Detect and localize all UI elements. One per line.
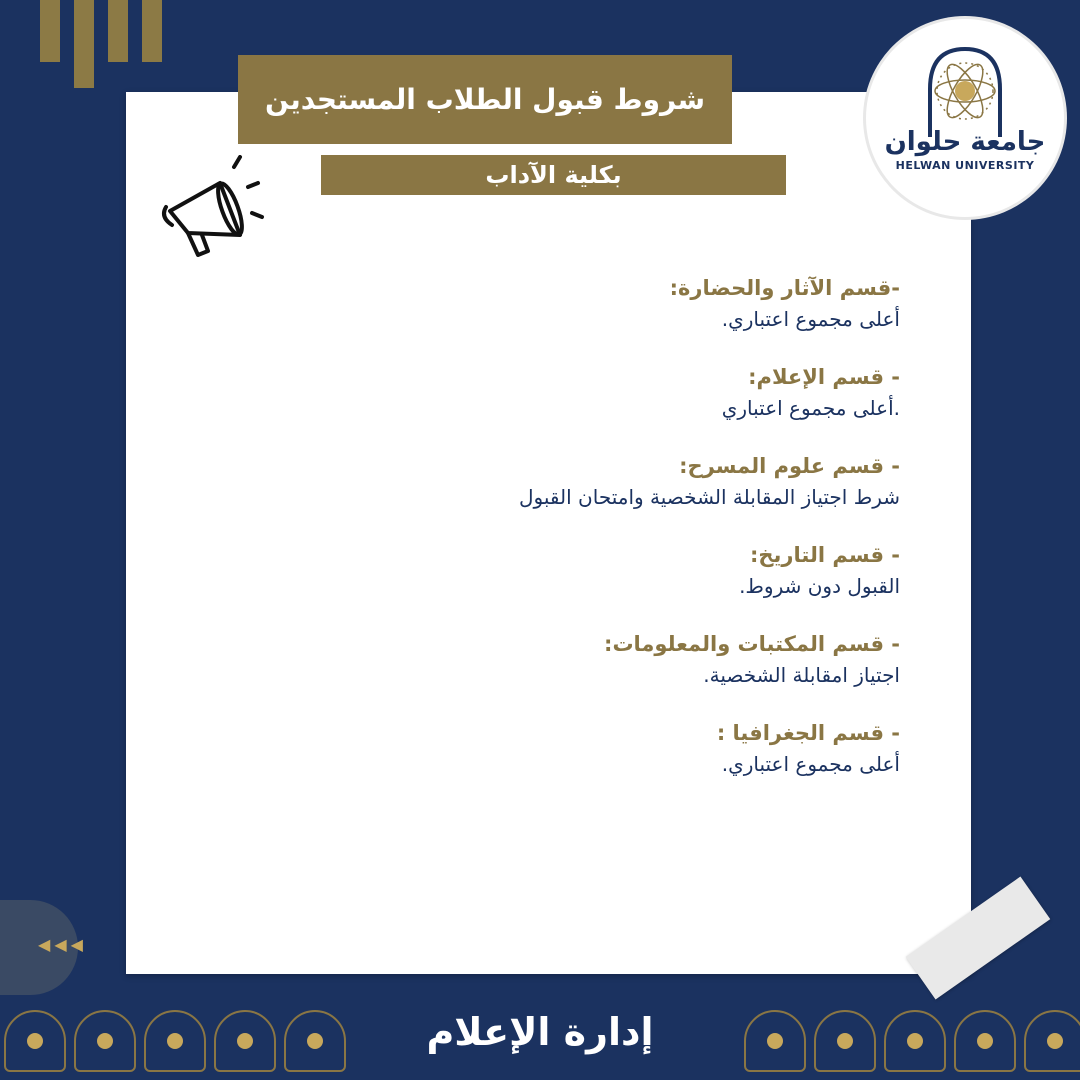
department-heading: - قسم الجغرافيا : (716, 721, 900, 745)
page-subtitle-text: بكلية الآداب (485, 161, 622, 189)
department-heading: - قسم المكتبات والمعلومات: (604, 632, 900, 656)
left-arrow-icon: ◀ (54, 935, 67, 954)
logo-arabic-name: جامعة حلوان (884, 127, 1046, 157)
atom-ornament-icon (144, 1010, 206, 1072)
left-arrow-icon: ◀ (38, 935, 51, 954)
atom-ornament-icon (1024, 1010, 1080, 1072)
ornament-row-right (744, 1010, 1080, 1072)
atom-ornament-icon (814, 1010, 876, 1072)
atom-emblem-icon (866, 19, 1064, 139)
footer-label: إدارة الإعلام (426, 1010, 654, 1054)
ornament-row-left (4, 1010, 346, 1072)
department-condition: اجتياز امقابلة الشخصية. (703, 663, 900, 687)
logo-english-name: HELWAN UNIVERSITY (895, 159, 1035, 172)
department-condition: شرط اجتياز المقابلة الشخصية وامتحان القبول (519, 485, 900, 509)
page-subtitle (321, 155, 786, 195)
list-item (380, 272, 900, 334)
atom-ornament-icon (744, 1010, 806, 1072)
departments-list (380, 272, 900, 806)
decor-bar (74, 0, 94, 88)
department-heading: -قسم الآثار والحضارة: (669, 276, 900, 300)
left-arrow-icon: ◀ (70, 935, 83, 954)
decor-bars (40, 0, 162, 88)
page-title-text: شروط قبول الطلاب المستجدين (265, 83, 705, 116)
list-item (380, 717, 900, 779)
department-heading: - قسم الإعلام: (748, 365, 900, 389)
department-condition: .أعلى مجموع اعتباري (721, 396, 900, 420)
atom-ornament-icon (284, 1010, 346, 1072)
department-heading: - قسم علوم المسرح: (679, 454, 900, 478)
department-condition: القبول دون شروط. (739, 574, 900, 598)
list-item (380, 628, 900, 690)
page-title (238, 55, 732, 144)
atom-ornament-icon (74, 1010, 136, 1072)
department-condition: أعلى مجموع اعتباري. (721, 752, 900, 776)
atom-ornament-icon (884, 1010, 946, 1072)
atom-ornament-icon (214, 1010, 276, 1072)
list-item (380, 539, 900, 601)
university-logo (866, 19, 1064, 217)
atom-ornament-icon (954, 1010, 1016, 1072)
megaphone-icon (158, 155, 270, 265)
atom-ornament-icon (4, 1010, 66, 1072)
decor-bar (40, 0, 60, 62)
decor-bar (108, 0, 128, 62)
triple-left-arrow-icon (38, 935, 83, 954)
decor-bar (142, 0, 162, 62)
department-condition: أعلى مجموع اعتباري. (721, 307, 900, 331)
list-item (380, 450, 900, 512)
department-heading: - قسم التاريخ: (750, 543, 900, 567)
list-item (380, 361, 900, 423)
